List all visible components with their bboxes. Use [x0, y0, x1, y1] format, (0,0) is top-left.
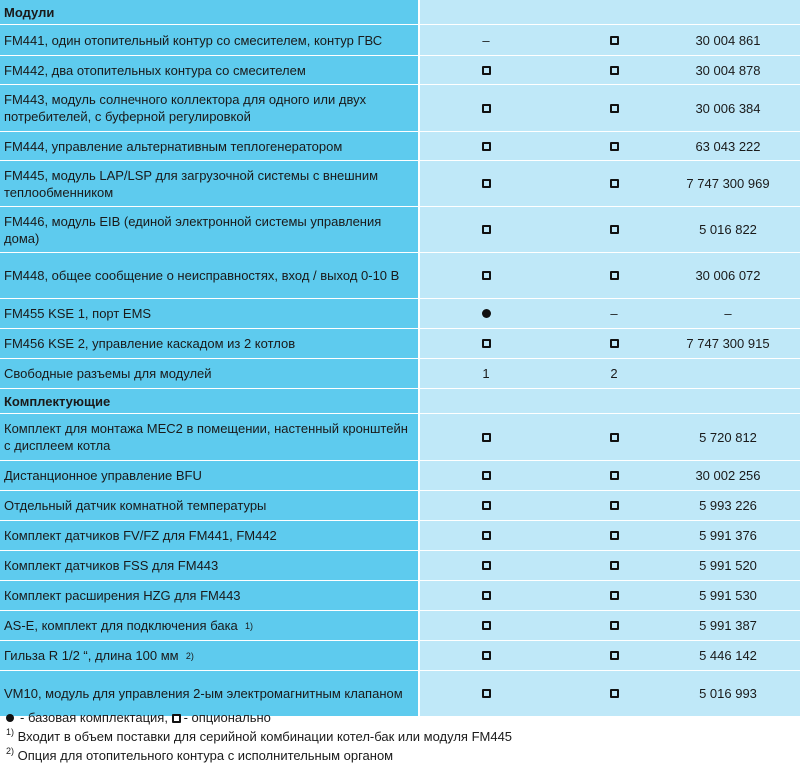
checkbox-icon	[482, 651, 491, 660]
checkbox-icon	[610, 591, 619, 600]
footnote-1-text: Входит в объем поставки для серийной комбинации котел-бак или модуля FM445	[17, 729, 513, 744]
row-label-text: Свободные разъемы для модулей	[4, 366, 212, 381]
checkbox-icon	[610, 142, 619, 151]
checkbox-icon	[482, 471, 491, 480]
col-2-cell	[550, 414, 678, 460]
order-number: 5 016 993	[699, 686, 757, 701]
col-2-cell	[550, 132, 678, 160]
checkbox-icon	[482, 142, 491, 151]
row-label-text: Гильза R 1/2 “, длина 100 мм	[4, 648, 179, 663]
order-number: 5 720 812	[699, 429, 757, 445]
order-number: –	[724, 306, 732, 321]
col-1-cell	[422, 253, 550, 298]
footnote-2-mark: 2)	[6, 746, 15, 756]
section-header-fill	[420, 0, 800, 24]
row-label	[0, 132, 420, 160]
order-number: 5 016 822	[699, 222, 757, 237]
row-label-text: FM448, общее сообщение о неисправностях, вход / выход 0-10 В	[4, 268, 400, 283]
col-1-cell	[422, 207, 550, 252]
col-2-cell	[550, 329, 678, 358]
row-label	[0, 461, 420, 490]
checkbox-icon	[610, 651, 619, 660]
col-2-cell	[550, 56, 678, 84]
table-row	[0, 491, 800, 521]
col-1-cell	[422, 299, 550, 328]
row-label: Гильза R 1/2 “, длина 100 мм 2)	[0, 641, 420, 670]
checkbox-icon	[610, 179, 619, 188]
row-label	[0, 414, 420, 460]
table-row	[0, 132, 800, 161]
order-number: 7 747 300 969	[686, 176, 770, 191]
col-1-cell	[422, 161, 550, 206]
footnote-1	[6, 727, 796, 746]
footnote-2	[6, 746, 796, 765]
col-2-cell	[550, 253, 678, 298]
row-label	[0, 25, 420, 55]
table-row	[0, 359, 800, 389]
footnotes	[6, 708, 796, 765]
col-2-cell	[550, 551, 678, 580]
col-2-cell	[550, 85, 678, 131]
order-number: 5 991 376	[699, 528, 757, 543]
table-row	[0, 521, 800, 551]
checkbox-icon	[482, 339, 491, 348]
table-row	[0, 299, 800, 329]
checkbox-icon	[610, 561, 619, 570]
section-header	[0, 389, 800, 414]
col-1-cell	[422, 581, 550, 610]
row-label: AS-E, комплект для подключения бака 1)	[0, 611, 420, 640]
checkbox-icon	[172, 714, 181, 723]
col-1-cell	[422, 551, 550, 580]
col-2-cell	[550, 25, 678, 55]
col-2-cell	[550, 491, 678, 520]
col-2-cell	[550, 299, 678, 328]
col-1-cell	[422, 414, 550, 460]
checkbox-icon	[482, 179, 491, 188]
order-number: 63 043 222	[695, 138, 761, 154]
row-label-text: Комплект датчиков FSS для FM443	[4, 558, 219, 573]
col-1-cell	[422, 329, 550, 358]
checkbox-icon	[610, 689, 619, 698]
table-row	[0, 551, 800, 581]
col-1-cell	[422, 611, 550, 640]
checkbox-icon	[610, 104, 619, 113]
table-row	[0, 253, 800, 299]
section-header-fill	[420, 389, 800, 413]
legend-line	[6, 708, 796, 727]
footnote-1-mark: 1)	[6, 727, 15, 737]
order-number: 30 004 878	[695, 62, 761, 78]
bullet-icon	[6, 714, 14, 722]
row-label-text: FM443, модуль солнечного коллектора для одного или двух потребителей, с буферной регулировкой	[4, 92, 367, 124]
footnote-2-text: Опция для отопительного контура с исполнительным органом	[17, 748, 394, 763]
checkbox-icon	[482, 104, 491, 113]
section-header	[0, 0, 800, 25]
checkbox-icon	[482, 591, 491, 600]
checkbox-icon	[482, 433, 491, 442]
col-2-cell	[550, 581, 678, 610]
table-row	[0, 641, 800, 671]
legend-base-text: - базовая комплектация,	[20, 710, 168, 725]
order-number: 5 991 530	[699, 588, 757, 603]
row-label-text: Комплект датчиков FV/FZ для FM441, FM442	[4, 528, 277, 543]
table-row	[0, 581, 800, 611]
bullet-icon	[482, 309, 491, 318]
checkbox-icon	[482, 531, 491, 540]
table-row	[0, 461, 800, 491]
col-2-cell	[550, 161, 678, 206]
row-label-text: FM441, один отопительный контур со смесителем, контур ГВС	[4, 32, 383, 48]
col-2-cell	[550, 641, 678, 670]
row-label	[0, 207, 420, 252]
row-label	[0, 521, 420, 550]
table-row	[0, 56, 800, 85]
checkbox-icon	[610, 271, 619, 280]
row-label-text: FM444, управление альтернативным теплогенератором	[4, 138, 343, 154]
section-title: Комплектующие	[0, 389, 420, 413]
col-1-cell	[422, 521, 550, 550]
row-label-text: FM455 KSE 1, порт EMS	[4, 306, 152, 321]
row-label	[0, 299, 420, 328]
section-title: Модули	[0, 0, 420, 24]
col-2-cell	[550, 461, 678, 490]
table-row	[0, 207, 800, 253]
table-row	[0, 611, 800, 641]
checkbox-icon	[482, 501, 491, 510]
checkbox-icon	[482, 271, 491, 280]
table-row	[0, 161, 800, 207]
col-2-cell	[550, 521, 678, 550]
row-label-text: AS-E, комплект для подключения бака	[4, 618, 238, 633]
checkbox-icon	[610, 621, 619, 630]
row-label-text: Дистанционное управление BFU	[4, 468, 202, 483]
table-row	[0, 25, 800, 56]
row-label-text: VM10, модуль для управления 2-ым электромагнитным клапаном	[4, 686, 403, 701]
table-row	[0, 414, 800, 461]
order-number: 5 991 520	[699, 558, 757, 573]
checkbox-icon	[610, 36, 619, 45]
col-1-cell	[422, 461, 550, 490]
row-label-text: FM446, модуль EIB (единой электронной системы управления дома)	[4, 213, 382, 246]
checkbox-icon	[482, 561, 491, 570]
table-row	[0, 329, 800, 359]
table-row	[0, 85, 800, 132]
checkbox-icon	[482, 689, 491, 698]
row-label-text: FM456 KSE 2, управление каскадом из 2 котлов	[4, 336, 296, 351]
order-number: 7 747 300 915	[686, 336, 770, 351]
checkbox-icon	[482, 66, 491, 75]
order-number: 5 446 142	[699, 648, 757, 663]
col-1-cell	[422, 641, 550, 670]
row-label	[0, 329, 420, 358]
col-1-cell	[422, 85, 550, 131]
checkbox-icon	[610, 66, 619, 75]
dash-mark: –	[482, 32, 490, 48]
row-label-text: FM442, два отопительных контура со смесителем	[4, 62, 306, 78]
col-1-cell	[422, 132, 550, 160]
col-1-cell	[422, 25, 550, 55]
row-label	[0, 581, 420, 610]
dash-mark: –	[610, 306, 618, 321]
col-1-cell	[422, 491, 550, 520]
row-label	[0, 56, 420, 84]
col-1-cell: 1	[482, 366, 490, 381]
row-label	[0, 551, 420, 580]
row-label	[0, 161, 420, 206]
checkbox-icon	[610, 339, 619, 348]
order-number: 30 004 861	[695, 32, 761, 48]
row-label	[0, 85, 420, 131]
order-number	[678, 359, 800, 388]
col-1-cell	[422, 56, 550, 84]
col-2-cell: 2	[610, 366, 618, 381]
row-label-text: FM445, модуль LAP/LSP для загрузочной системы с внешним теплообменником	[4, 167, 379, 200]
row-label	[0, 491, 420, 520]
order-number: 30 006 072	[695, 268, 761, 283]
col-2-cell	[550, 207, 678, 252]
checkbox-icon	[610, 471, 619, 480]
col-2-cell	[550, 611, 678, 640]
row-label-text: Отдельный датчик комнатной температуры	[4, 498, 267, 513]
order-number: 30 002 256	[695, 468, 761, 483]
order-number: 5 991 387	[699, 618, 757, 633]
checkbox-icon	[482, 225, 491, 234]
row-label	[0, 359, 420, 388]
checkbox-icon	[610, 225, 619, 234]
row-label-text: Комплект расширения HZG для FM443	[4, 588, 241, 603]
checkbox-icon	[610, 433, 619, 442]
row-label	[0, 253, 420, 298]
order-number: 30 006 384	[695, 100, 761, 116]
checkbox-icon	[482, 621, 491, 630]
row-label-text: Комплект для монтажа MEC2 в помещении, настенный кронштейн с дисплеем котла	[4, 421, 408, 453]
checkbox-icon	[610, 501, 619, 510]
order-number: 5 993 226	[699, 498, 757, 513]
checkbox-icon	[610, 531, 619, 540]
legend-optional-text: - опционально	[183, 710, 271, 725]
